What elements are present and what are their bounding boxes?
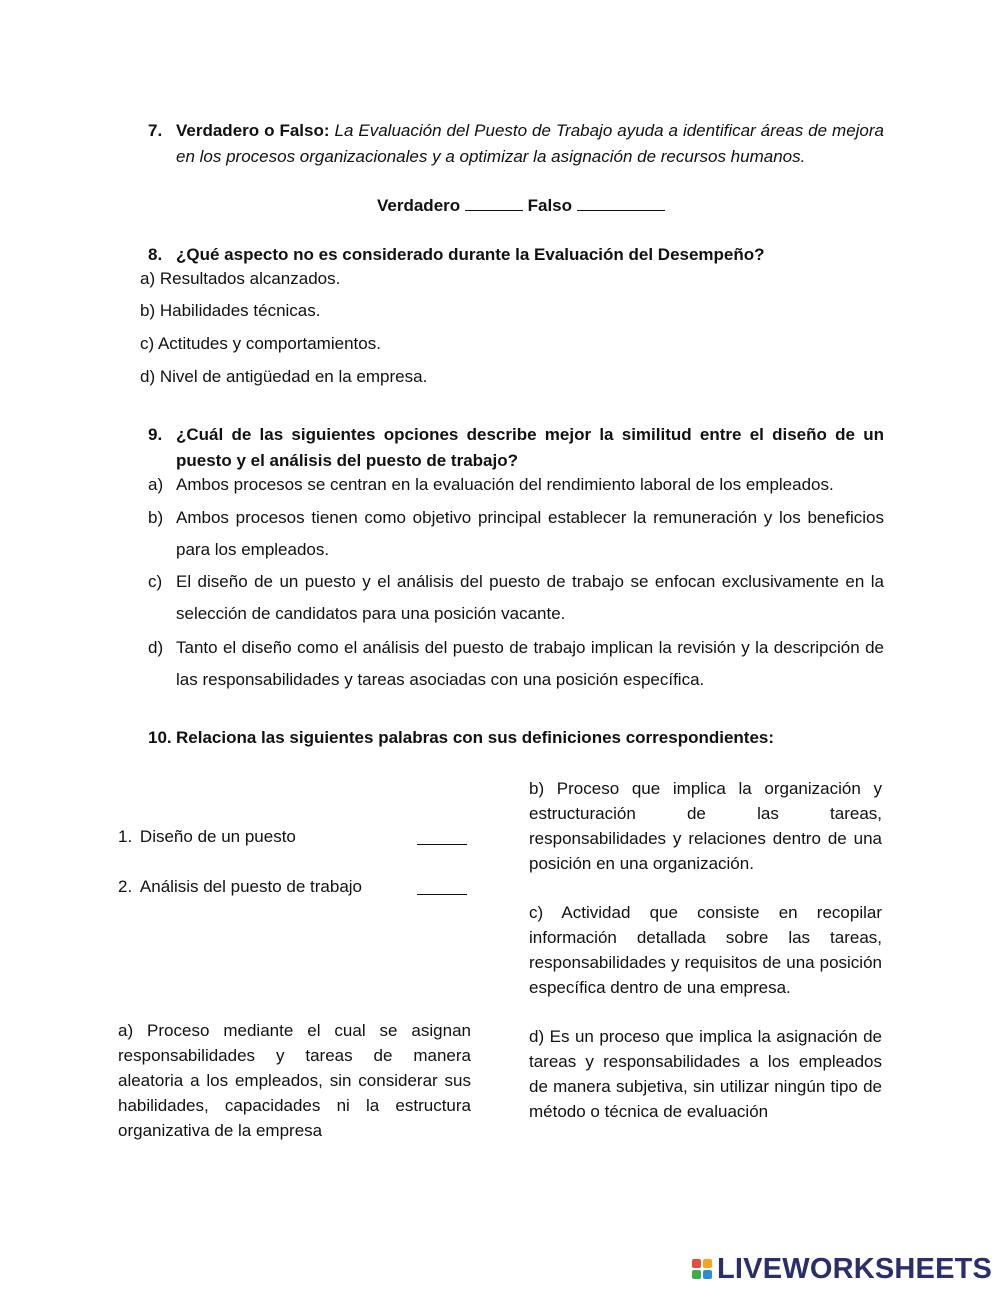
option-d[interactable]: d) Nivel de antigüedad en la empresa. <box>140 367 428 386</box>
true-blank[interactable] <box>465 193 523 211</box>
term-answer-blank[interactable] <box>417 877 467 895</box>
question-text: ¿Cuál de las siguientes opciones describe mejor la similitud entre el diseño de un puesto y el análisis del puesto de trabajo? <box>176 425 884 470</box>
question-number: 10. <box>148 728 172 747</box>
term-number: 1. <box>118 827 133 846</box>
question-text: Relaciona las siguientes palabras con sus definiciones correspondientes: <box>176 728 775 747</box>
true-false-answer <box>377 193 665 218</box>
definition-a: a) Proceso mediante el cual se asignan responsabilidades y tareas de manera aleatoria a los empleados, sin considerar sus habilidades, capacidades ni la estructura organizativa de la empresa <box>118 1021 471 1140</box>
option-letter: b) <box>148 508 164 527</box>
option-text: Tanto el diseño como el análisis del puesto de trabajo implican la revisión y la descripción de las responsabilidades y tareas asociadas con una posición específica. <box>176 638 884 689</box>
true-label: Verdadero <box>377 196 461 215</box>
question-number: 9. <box>148 425 163 444</box>
question-text: ¿Qué aspecto no es considerado durante la Evaluación del Desempeño? <box>176 245 765 264</box>
question-number: 7. <box>148 121 163 140</box>
option-text: Ambos procesos se centran en la evaluación del rendimiento laboral de los empleados. <box>176 475 834 494</box>
definition-b: b) Proceso que implica la organización y estructuración de las tareas, responsabilidades y relaciones dentro de una posición en una organización. <box>529 779 882 873</box>
option-c[interactable]: c) Actitudes y comportamientos. <box>140 334 381 353</box>
term-text: Análisis del puesto de trabajo <box>139 877 363 896</box>
option-letter: d) <box>148 638 164 657</box>
option-letter: a) <box>148 475 164 494</box>
logo-grid-icon <box>692 1259 712 1279</box>
option-text: El diseño de un puesto y el análisis del puesto de trabajo se enfocan exclusivamente en la selección de candidatos para una posición vacante. <box>176 572 884 623</box>
term-number: 2. <box>118 877 133 896</box>
option-letter: c) <box>148 572 163 591</box>
liveworksheets-logo <box>692 1252 992 1286</box>
option-a[interactable]: a) Resultados alcanzados. <box>140 269 341 288</box>
question-number: 8. <box>148 245 163 264</box>
option-text: Ambos procesos tienen como objetivo principal establecer la remuneración y los beneficios para los empleados. <box>176 508 884 559</box>
definition-d: d) Es un proceso que implica la asignación de tareas y responsabilidades a los empleados de manera subjetiva, sin utilizar ningún tipo de método o técnica de evaluación <box>529 1027 882 1121</box>
term-1 <box>118 825 468 849</box>
term-text: Diseño de un puesto <box>139 827 296 846</box>
term-2 <box>118 875 468 899</box>
question-lead: Verdadero o Falso: <box>176 121 330 140</box>
term-answer-blank[interactable] <box>417 827 467 845</box>
logo-text: LIVEWORKSHEETS <box>717 1252 993 1285</box>
question-statement: La Evaluación del Puesto de Trabajo ayuda a identificar áreas de mejora en los procesos organizacionales y a optimizar la asignación de recursos humanos. <box>176 121 884 166</box>
question-text <box>176 118 884 170</box>
definition-c: c) Actividad que consiste en recopilar información detallada sobre las tareas, responsabilidades y requisitos de una posición específica dentro de una empresa. <box>529 903 882 997</box>
option-b[interactable]: b) Habilidades técnicas. <box>140 301 321 320</box>
false-label: Falso <box>527 196 573 215</box>
false-blank[interactable] <box>577 193 665 211</box>
